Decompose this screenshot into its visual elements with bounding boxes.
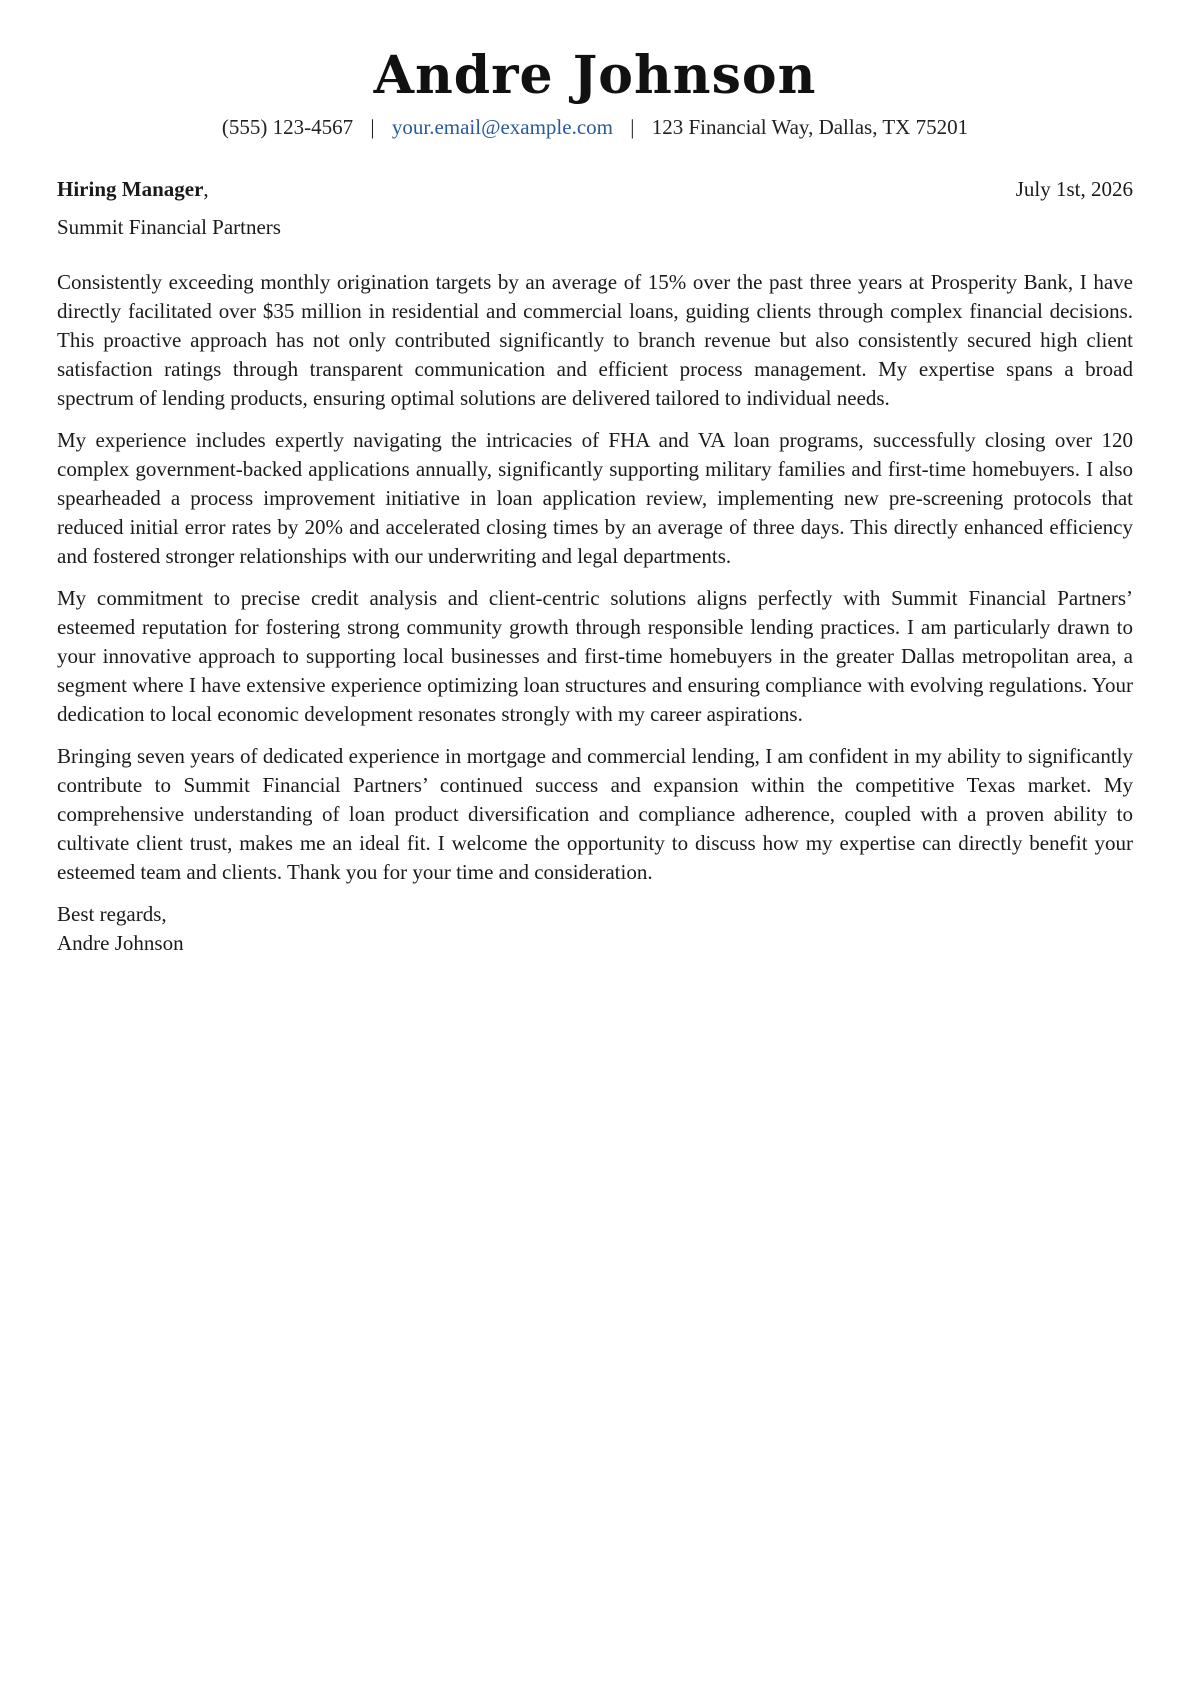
sign-off: Best regards, (57, 902, 167, 926)
contact-line (57, 112, 1133, 142)
body-paragraph: Bringing seven years of dedicated experience in mortgage and commercial lending, I am confident in my ability to significantly contribute to Summit Financial Partners’ continued success and expansion within the competitive Texas market. My comprehensive understanding of loan product diversification and compliance adherence, coupled with a proven ability to cultivate client trust, makes me an ideal fit. I welcome the opportunity to discuss how my expertise can directly benefit your esteemed team and clients. Thank you for your time and consideration. (57, 744, 1133, 884)
salutation-name: Hiring Manager (57, 177, 204, 201)
address: 123 Financial Way, Dallas, TX 75201 (651, 115, 969, 139)
contact-separator: | (630, 115, 635, 139)
letter-body (57, 268, 1133, 887)
applicant-name: Andre Johnson (373, 45, 817, 106)
phone-number: (555) 123-4567 (221, 115, 354, 139)
email-link[interactable]: your.email@example.com (391, 115, 613, 139)
letter-closing (57, 900, 1133, 958)
salutation-punctuation: , (203, 177, 209, 201)
salutation (57, 174, 209, 204)
body-paragraph: My experience includes expertly navigating the intricacies of FHA and VA loan programs, successfully closing over 120 complex government-backed applications annually, significantly supporting military families and first-time homebuyers. I also spearheaded a process improvement initiative in loan application review, implementing new pre-screening protocols that reduced initial error rates by 20% and accelerated closing times by an average of three days. This directly enhanced efficiency and fostered stronger relationships with our underwriting and legal departments. (57, 428, 1133, 568)
signature: Andre Johnson (57, 931, 184, 955)
contact-separator: | (370, 115, 375, 139)
cover-letter-page (57, 0, 1133, 958)
recipient-date-row (57, 174, 1133, 204)
recipient-company: Summit Financial Partners (57, 215, 281, 239)
body-paragraph: My commitment to precise credit analysis and client-centric solutions aligns perfectly with Summit Financial Partners’ esteemed reputation for fostering strong community growth through responsible lending practices. I am particularly drawn to your innovative approach to supporting local businesses and first-time homebuyers in the greater Dallas metropolitan area, a segment where I have extensive experience optimizing loan structures and ensuring compliance with evolving regulations. Your dedication to local economic development resonates strongly with my career aspirations. (57, 586, 1133, 726)
letter-date: July 1st, 2026 (1015, 177, 1133, 201)
body-paragraph: Consistently exceeding monthly origination targets by an average of 15% over the past three years at Prosperity Bank, I have directly facilitated over $35 million in residential and commercial loans, guiding clients through complex financial decisions. This proactive approach has not only contributed significantly to branch revenue but also consistently secured high client satisfaction ratings through transparent communication and efficient process management. My expertise spans a broad spectrum of lending products, ensuring optimal solutions are delivered tailored to individual needs. (57, 270, 1133, 410)
